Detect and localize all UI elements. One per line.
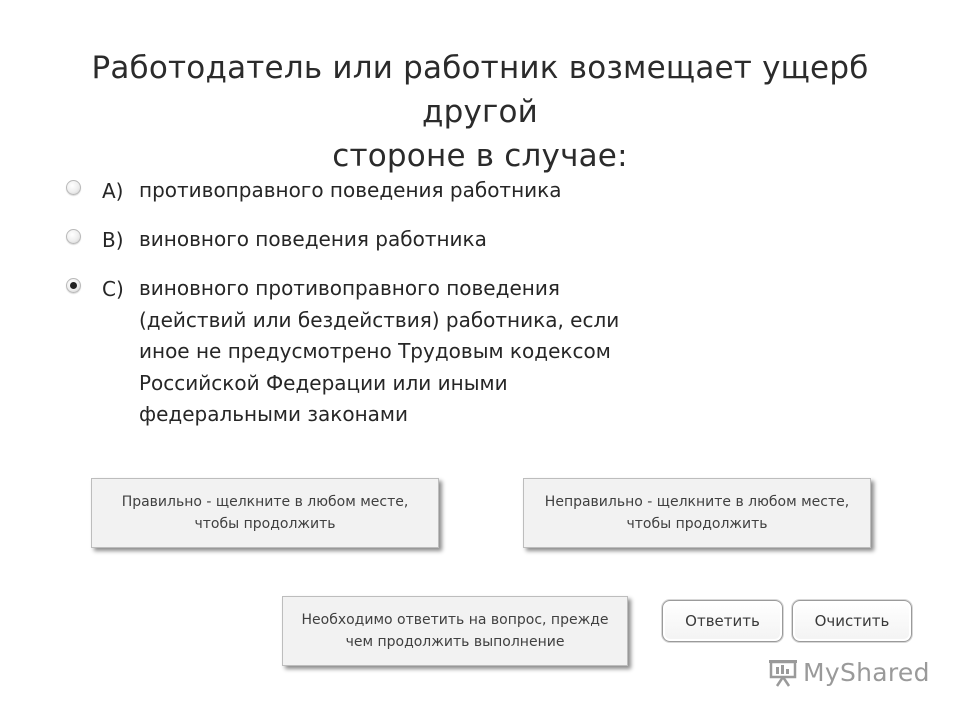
option-c-letter: C)	[102, 277, 124, 301]
option-a-letter: A)	[102, 179, 124, 203]
option-a-text: противоправного поведения работника	[139, 178, 562, 202]
option-b[interactable]	[66, 224, 679, 256]
option-a[interactable]	[66, 175, 679, 207]
submit-button[interactable]: Ответить	[662, 600, 783, 642]
question-title-line-1: Работодатель или работник возмещает ущерб другой	[91, 50, 869, 130]
question-title-line-2: стороне в случае:	[332, 138, 628, 174]
question-title	[40, 46, 920, 178]
incorrect-feedback-box[interactable]	[523, 478, 871, 548]
option-b-letter: B)	[102, 228, 124, 252]
radio-option-a-icon[interactable]	[66, 180, 81, 195]
presentation-board-icon	[768, 659, 798, 687]
option-b-text: виновного поведения работника	[139, 227, 487, 251]
radio-option-b-icon[interactable]	[66, 229, 81, 244]
watermark-logo	[768, 658, 930, 687]
correct-feedback-text: Правильно - щелкните в любом месте, чтобы продолжить	[121, 494, 409, 532]
watermark-text: MyShared	[803, 658, 930, 687]
radio-option-c-icon[interactable]	[66, 278, 81, 293]
incorrect-feedback-text: Неправильно - щелкните в любом месте, чтобы продолжить	[544, 494, 850, 532]
clear-button[interactable]: Очистить	[792, 600, 912, 642]
correct-feedback-box[interactable]	[91, 478, 439, 548]
answer-required-box[interactable]	[282, 596, 628, 666]
option-c-text: виновного противоправного поведения (действий или бездействия) работника, если иное не предусмотрено Трудовым кодексом Российской Федерации или иными федеральными законами	[139, 276, 620, 426]
option-c[interactable]	[66, 273, 659, 431]
answer-required-text: Необходимо ответить на вопрос, прежде чем продолжить выполнение	[301, 612, 609, 650]
